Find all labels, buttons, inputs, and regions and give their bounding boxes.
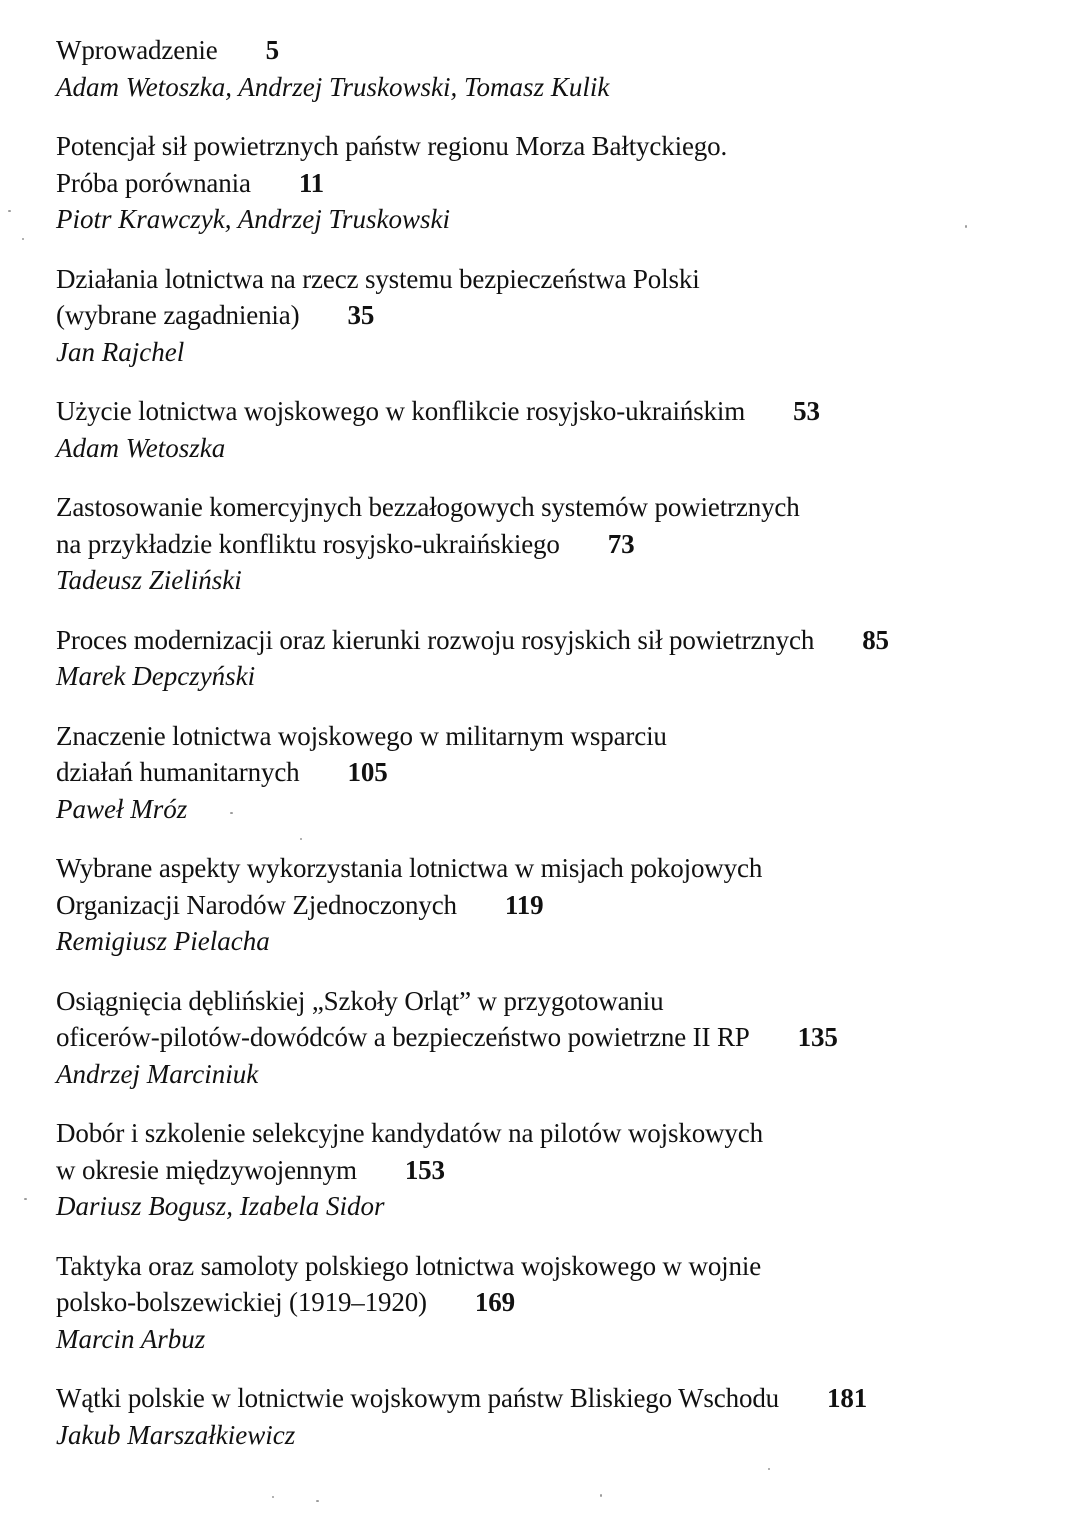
toc-author: Marek Depczyński xyxy=(56,661,256,691)
toc-author: Marcin Arbuz xyxy=(56,1323,206,1354)
toc-title-line: Potencjał sił powietrznych państw regionu Morza Bałtyckiego. xyxy=(56,131,728,161)
toc-title-line xyxy=(56,887,1046,924)
toc-title-text: Proces modernizacji oraz kierunki rozwoju rosyjskich sił powietrznych xyxy=(56,624,815,655)
toc-title-line: Taktyka oraz samoloty polskiego lotnictwa wojskowego w wojnie xyxy=(56,1250,762,1281)
toc-author: Remigiusz Pielacha xyxy=(56,926,270,956)
toc-title-text: Wątki polskie w lotnictwie wojskowym państw Bliskiego Wschodu xyxy=(56,1383,780,1413)
scan-speck xyxy=(600,1494,602,1497)
toc-page-number: 73 xyxy=(607,528,635,559)
scan-speck xyxy=(768,1468,770,1470)
toc-page-number: 105 xyxy=(347,757,388,787)
toc-title-line xyxy=(56,1152,1046,1189)
toc-title-line xyxy=(56,32,1046,69)
scan-speck xyxy=(272,1496,274,1498)
toc-title-text: na przykładzie konfliktu rosyjsko-ukraińskiego xyxy=(56,528,560,559)
toc-page-number: 169 xyxy=(474,1287,515,1317)
toc-author: Piotr Krawczyk, Andrzej Truskowski xyxy=(56,204,451,234)
toc-title-text: oficerów-pilotów-dowódców a bezpieczeństwo powietrzne II RP xyxy=(56,1022,750,1052)
toc-title-line: Wybrane aspekty wykorzystania lotnictwa w misjach pokojowych xyxy=(56,853,763,883)
toc-page-number: 53 xyxy=(793,396,820,426)
toc-title-line xyxy=(56,1380,1046,1417)
toc-page-number: 5 xyxy=(265,35,279,65)
toc-entry xyxy=(56,983,1046,1093)
scan-speck xyxy=(316,1500,319,1502)
toc-entry xyxy=(56,261,1046,371)
toc-author: Dariusz Bogusz, Izabela Sidor xyxy=(56,1191,385,1221)
toc-title-text: w okresie międzywojennym xyxy=(56,1154,357,1185)
toc-page-number: 85 xyxy=(862,624,889,655)
toc-author: Andrzej Marciniuk xyxy=(56,1058,259,1089)
toc-title-text: Wprowadzenie xyxy=(56,35,218,65)
toc-title-text: polsko-bolszewickiej (1919–1920) xyxy=(56,1287,427,1317)
toc-author: Tadeusz Zieliński xyxy=(56,565,242,595)
toc-title-line xyxy=(56,1284,1046,1321)
toc-title-text: działań humanitarnych xyxy=(56,757,300,787)
toc-page-number: 153 xyxy=(404,1154,445,1185)
toc-entry xyxy=(56,489,1046,599)
toc-title-text: (wybrane zagadnienia) xyxy=(56,300,300,330)
toc-title-line: Dobór i szkolenie selekcyjne kandydatów na pilotów wojskowych xyxy=(56,1118,763,1148)
scan-speck xyxy=(230,812,233,814)
toc-entry xyxy=(56,32,1046,105)
toc-title-line xyxy=(56,297,1046,334)
toc-page-number: 35 xyxy=(347,300,375,330)
toc-page-number: 181 xyxy=(827,1383,868,1413)
toc-title-text: Organizacji Narodów Zjednoczonych xyxy=(56,889,457,920)
toc-author: Adam Wetoszka xyxy=(56,432,226,463)
toc-title-line: Znaczenie lotnictwa wojskowego w militarnym wsparciu xyxy=(56,720,667,751)
toc-entry xyxy=(56,128,1046,238)
toc-entry xyxy=(56,1115,1046,1225)
toc-title-line: Działania lotnictwa na rzecz systemu bezpieczeństwa Polski xyxy=(56,263,700,294)
toc-page-number: 11 xyxy=(298,167,325,198)
toc-entry xyxy=(56,622,1046,695)
toc-page-number: 135 xyxy=(797,1022,838,1052)
toc-author: Jan Rajchel xyxy=(56,336,185,367)
toc-author: Paweł Mróz xyxy=(56,793,188,824)
toc-title-line xyxy=(56,393,1046,430)
toc-title-line xyxy=(56,622,1046,659)
scan-speck xyxy=(24,1198,27,1200)
table-of-contents xyxy=(56,32,1046,1453)
toc-page-number: 119 xyxy=(504,889,544,920)
scan-speck xyxy=(300,838,302,840)
scan-speck xyxy=(965,225,967,228)
toc-title-line: Osiągnięcia dęblińskiej „Szkoły Orląt” w przygotowaniu xyxy=(56,985,664,1016)
toc-title-line xyxy=(56,526,1046,563)
scan-speck xyxy=(22,238,24,240)
toc-entry xyxy=(56,1248,1046,1358)
toc-title-text: Użycie lotnictwa wojskowego w konflikcie rosyjsko-ukraińskim xyxy=(56,396,746,426)
toc-title-line: Zastosowanie komercyjnych bezzałogowych systemów powietrznych xyxy=(56,492,800,522)
toc-title-line xyxy=(56,1019,1046,1056)
toc-entry xyxy=(56,393,1046,466)
scan-speck xyxy=(8,210,11,212)
toc-entry xyxy=(56,850,1046,960)
toc-author: Adam Wetoszka, Andrzej Truskowski, Tomasz Kulik xyxy=(56,71,610,102)
toc-entry xyxy=(56,718,1046,828)
toc-title-line xyxy=(56,165,1046,202)
toc-title-line xyxy=(56,754,1046,791)
toc-entry xyxy=(56,1380,1046,1453)
toc-title-text: Próba porównania xyxy=(56,167,251,198)
toc-author: Jakub Marszałkiewicz xyxy=(56,1419,296,1450)
